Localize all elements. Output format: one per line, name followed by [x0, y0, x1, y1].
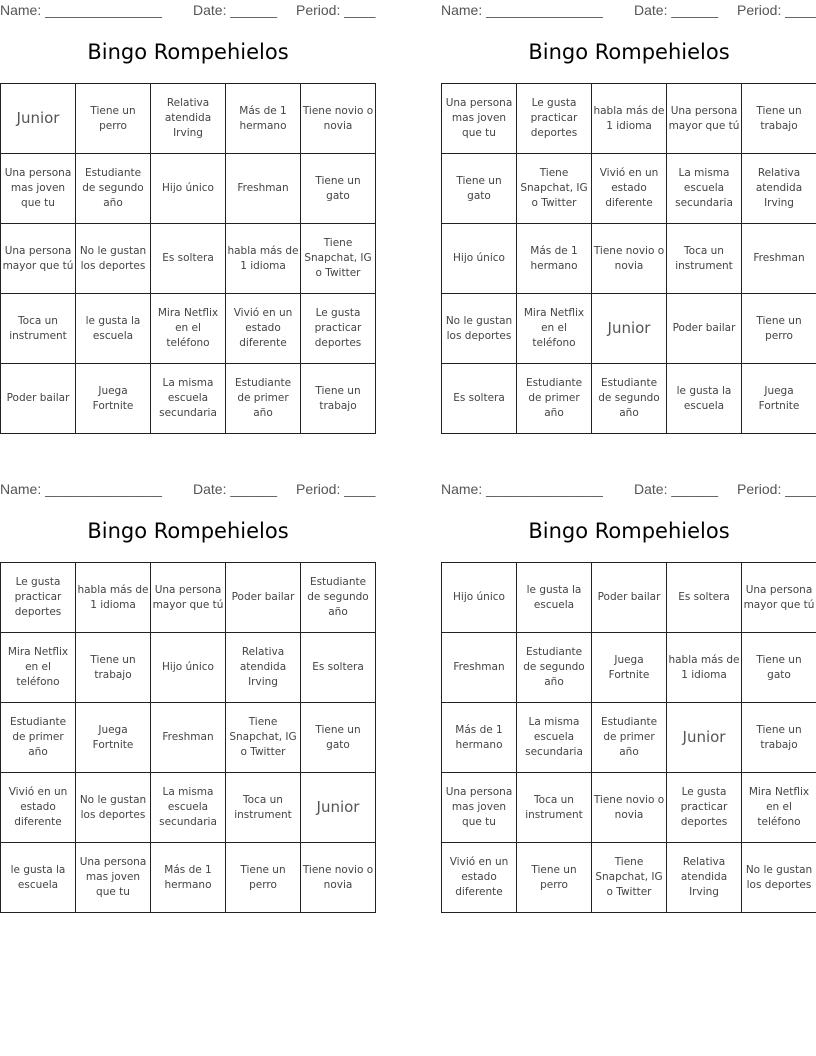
- bingo-cell: Junior: [667, 703, 742, 773]
- bingo-cell: Hijo único: [442, 224, 517, 294]
- bingo-cell: Estudiante de segundo año: [592, 364, 667, 434]
- bingo-cell: Una persona mayor que tú: [1, 224, 76, 294]
- bingo-cell: Tiene un trabajo: [301, 364, 376, 434]
- bingo-cell: Mira Netflix en el teléfono: [151, 294, 226, 364]
- bingo-cell: Tiene un gato: [742, 633, 816, 703]
- bingo-cell: Estudiante de segundo año: [301, 563, 376, 633]
- bingo-cell: Tiene un gato: [301, 154, 376, 224]
- bingo-cell: Juega Fortnite: [742, 364, 816, 434]
- bingo-cell: Una persona mayor que tú: [667, 84, 742, 154]
- bingo-cell: Freshman: [226, 154, 301, 224]
- bingo-cell: Una persona mayor que tú: [742, 563, 816, 633]
- bingo-cell: le gusta la escuela: [667, 364, 742, 434]
- bingo-cell: Toca un instrument: [226, 773, 301, 843]
- bingo-cell: Estudiante de segundo año: [76, 154, 151, 224]
- student-info-line: [0, 481, 376, 499]
- bingo-cell: Relativa atendida Irving: [742, 154, 816, 224]
- date-field: Date: ______: [634, 2, 719, 18]
- bingo-cell: Mira Netflix en el teléfono: [742, 773, 816, 843]
- bingo-cell: Juega Fortnite: [76, 364, 151, 434]
- bingo-cell: Freshman: [442, 633, 517, 703]
- bingo-cell: Relativa atendida Irving: [226, 633, 301, 703]
- name-field: Name: _______________: [0, 481, 162, 497]
- bingo-cell: Tiene un perro: [76, 84, 151, 154]
- period-field: Period: ____: [737, 481, 816, 497]
- bingo-cell: Tiene Snapchat, IG o Twitter: [592, 843, 667, 913]
- bingo-cell: Freshman: [151, 703, 226, 773]
- bingo-cell: Tiene un trabajo: [76, 633, 151, 703]
- bingo-cell: Tiene Snapchat, IG o Twitter: [226, 703, 301, 773]
- bingo-cell: Tiene un trabajo: [742, 84, 816, 154]
- bingo-row: [1, 224, 376, 294]
- name-field: Name: _______________: [441, 2, 603, 18]
- bingo-cell: Hijo único: [151, 154, 226, 224]
- bingo-cell: Vivió en un estado diferente: [442, 843, 517, 913]
- bingo-row: [442, 563, 816, 633]
- bingo-cell: No le gustan los deportes: [76, 224, 151, 294]
- bingo-card: [0, 479, 376, 911]
- bingo-cell: Es soltera: [442, 364, 517, 434]
- bingo-row: [1, 563, 376, 633]
- bingo-cell: Estudiante de primer año: [517, 364, 592, 434]
- bingo-cell: Es soltera: [301, 633, 376, 703]
- bingo-cell: Toca un instrument: [667, 224, 742, 294]
- bingo-cell: Es soltera: [151, 224, 226, 294]
- bingo-cell: Más de 1 hermano: [517, 224, 592, 294]
- bingo-grid: [0, 562, 376, 913]
- bingo-cell: Toca un instrument: [517, 773, 592, 843]
- bingo-row: [442, 633, 816, 703]
- bingo-cell: No le gustan los deportes: [76, 773, 151, 843]
- bingo-cell: Vivió en un estado diferente: [226, 294, 301, 364]
- bingo-cell: Tiene un trabajo: [742, 703, 816, 773]
- bingo-cell: No le gustan los deportes: [742, 843, 816, 913]
- bingo-cell: Tiene novio o novia: [592, 224, 667, 294]
- bingo-cell: Juega Fortnite: [592, 633, 667, 703]
- student-info-line: [441, 481, 816, 499]
- bingo-cell: Tiene un perro: [226, 843, 301, 913]
- bingo-row: [442, 843, 816, 913]
- bingo-cell: habla más de 1 idioma: [76, 563, 151, 633]
- bingo-row: [442, 703, 816, 773]
- student-info-line: [441, 2, 816, 20]
- bingo-cell: Vivió en un estado diferente: [1, 773, 76, 843]
- bingo-cell: Junior: [301, 773, 376, 843]
- bingo-cell: Una persona mas joven que tu: [442, 84, 517, 154]
- bingo-cell: Una persona mas joven que tu: [1, 154, 76, 224]
- bingo-cell: La misma escuela secundaria: [151, 773, 226, 843]
- bingo-cell: Una persona mas joven que tu: [442, 773, 517, 843]
- bingo-cell: Toca un instrument: [1, 294, 76, 364]
- bingo-grid: [441, 562, 816, 913]
- bingo-row: [442, 364, 816, 434]
- bingo-row: [442, 294, 816, 364]
- bingo-cell: La misma escuela secundaria: [667, 154, 742, 224]
- bingo-cell: Tiene un perro: [742, 294, 816, 364]
- bingo-row: [1, 843, 376, 913]
- bingo-cell: Tiene novio o novia: [301, 84, 376, 154]
- bingo-cell: Tiene Snapchat, IG o Twitter: [517, 154, 592, 224]
- bingo-row: [1, 364, 376, 434]
- bingo-cell: Poder bailar: [1, 364, 76, 434]
- bingo-cell: le gusta la escuela: [1, 843, 76, 913]
- bingo-cell: No le gustan los deportes: [442, 294, 517, 364]
- bingo-row: [1, 154, 376, 224]
- bingo-row: [1, 703, 376, 773]
- bingo-cell: Poder bailar: [667, 294, 742, 364]
- card-title: Bingo Rompehielos: [87, 519, 289, 543]
- bingo-cell: Estudiante de primer año: [1, 703, 76, 773]
- bingo-cell: Tiene un gato: [442, 154, 517, 224]
- bingo-cell: Más de 1 hermano: [226, 84, 301, 154]
- bingo-cell: Estudiante de primer año: [226, 364, 301, 434]
- bingo-cell: Le gusta practicar deportes: [301, 294, 376, 364]
- bingo-cell: Le gusta practicar deportes: [1, 563, 76, 633]
- bingo-cell: Freshman: [742, 224, 816, 294]
- bingo-card: [0, 0, 376, 432]
- period-field: Period: ____: [296, 481, 376, 497]
- bingo-cell: le gusta la escuela: [76, 294, 151, 364]
- bingo-cell: Tiene Snapchat, IG o Twitter: [301, 224, 376, 294]
- bingo-grid: [441, 83, 816, 434]
- bingo-cell: Junior: [592, 294, 667, 364]
- name-field: Name: _______________: [0, 2, 162, 18]
- bingo-cell: Vivió en un estado diferente: [592, 154, 667, 224]
- bingo-cell: Relativa atendida Irving: [151, 84, 226, 154]
- bingo-cell: Le gusta practicar deportes: [517, 84, 592, 154]
- bingo-grid: [0, 83, 376, 434]
- bingo-cell: Más de 1 hermano: [442, 703, 517, 773]
- bingo-cell: Es soltera: [667, 563, 742, 633]
- bingo-cell: Tiene novio o novia: [592, 773, 667, 843]
- bingo-cell: La misma escuela secundaria: [151, 364, 226, 434]
- bingo-cell: Mira Netflix en el teléfono: [517, 294, 592, 364]
- card-title: Bingo Rompehielos: [528, 40, 730, 64]
- bingo-cell: Estudiante de segundo año: [517, 633, 592, 703]
- bingo-cell: Poder bailar: [226, 563, 301, 633]
- bingo-cell: habla más de 1 idioma: [592, 84, 667, 154]
- bingo-row: [1, 633, 376, 703]
- bingo-row: [1, 773, 376, 843]
- bingo-cell: Mira Netflix en el teléfono: [1, 633, 76, 703]
- date-field: Date: ______: [193, 481, 278, 497]
- bingo-row: [442, 84, 816, 154]
- card-title: Bingo Rompehielos: [528, 519, 730, 543]
- bingo-cell: Juega Fortnite: [76, 703, 151, 773]
- bingo-row: [442, 224, 816, 294]
- bingo-cell: Estudiante de primer año: [592, 703, 667, 773]
- card-title: Bingo Rompehielos: [87, 40, 289, 64]
- bingo-cell: Relativa atendida Irving: [667, 843, 742, 913]
- bingo-row: [1, 294, 376, 364]
- bingo-cell: Tiene un gato: [301, 703, 376, 773]
- bingo-cell: le gusta la escuela: [517, 563, 592, 633]
- bingo-cell: La misma escuela secundaria: [517, 703, 592, 773]
- student-info-line: [0, 2, 376, 20]
- period-field: Period: ____: [296, 2, 376, 18]
- bingo-cell: Tiene novio o novia: [301, 843, 376, 913]
- bingo-cell: Hijo único: [442, 563, 517, 633]
- bingo-cell: habla más de 1 idioma: [226, 224, 301, 294]
- bingo-cell: Más de 1 hermano: [151, 843, 226, 913]
- bingo-cell: Una persona mayor que tú: [151, 563, 226, 633]
- period-field: Period: ____: [737, 2, 816, 18]
- name-field: Name: _______________: [441, 481, 603, 497]
- bingo-card: [441, 479, 816, 911]
- bingo-cell: Tiene un perro: [517, 843, 592, 913]
- bingo-cell: Le gusta practicar deportes: [667, 773, 742, 843]
- bingo-cell: Junior: [1, 84, 76, 154]
- bingo-card: [441, 0, 816, 432]
- bingo-cell: Una persona mas joven que tu: [76, 843, 151, 913]
- bingo-cell: Hijo único: [151, 633, 226, 703]
- bingo-cell: Poder bailar: [592, 563, 667, 633]
- bingo-cell: habla más de 1 idioma: [667, 633, 742, 703]
- bingo-row: [1, 84, 376, 154]
- bingo-row: [442, 773, 816, 843]
- date-field: Date: ______: [193, 2, 278, 18]
- date-field: Date: ______: [634, 481, 719, 497]
- bingo-row: [442, 154, 816, 224]
